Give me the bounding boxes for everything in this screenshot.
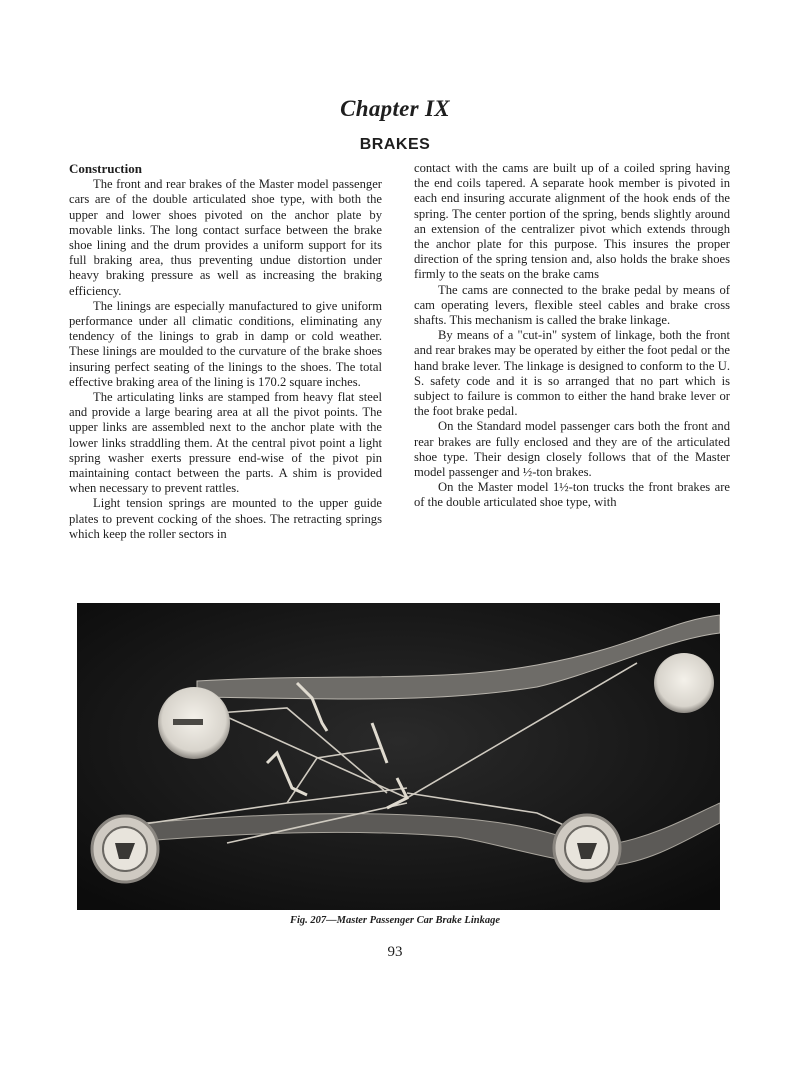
paragraph: On the Standard model passenger cars both the front and rear brakes are fully enclosed and they are of the articulated shoe type. Their design closely follows that of the Master model passenger and ½-ton brakes. xyxy=(414,419,730,480)
section-heading: Construction xyxy=(69,161,142,176)
figure-caption: Fig. 207—Master Passenger Car Brake Linkage xyxy=(289,915,500,926)
paragraph: The articulating links are stamped from heavy flat steel and provide a large bearing area at all the pivot points. The upper links are assembled next to the anchor plate with the lower links straddling them. At the central pivot point a light spring washer exerts pressure end-wise of the pivot pin maintaining contact between the parts. A shim is provided when necessary to prevent rattles. xyxy=(69,390,382,496)
paragraph: Light tension springs are mounted to the upper guide plates to prevent cocking of the shoes. The retracting springs which keep the roller sectors in xyxy=(69,496,382,541)
right-column xyxy=(414,161,730,511)
brake-drum xyxy=(654,653,714,713)
page-number: 93 xyxy=(387,944,403,960)
chapter-label: Chapter IX xyxy=(340,96,450,121)
page-title: BRAKES xyxy=(359,136,431,153)
paragraph: contact with the cams are built up of a coiled spring having the end coils tapered. A separate hook member is pivoted in each end insuring accurate alignment of the hook ends of the spring. The center portion of the spring, bends slightly around an extension of the centralizer pivot which extends through the anchor plate for this purpose. This insures the proper direction of the spring tension and, also holds the brake shoes firmly to the seats on the brake cams xyxy=(414,161,730,282)
brake-linkage-photo xyxy=(77,603,720,910)
paragraph: The linings are especially manufactured to give uniform performance under all climatic conditions, eliminating any tendency of the linings to grab in damp or cold weather. These linings are moulded to the curvature of the brake shoes insuring perfect seating of the linings to the shoes. The total effective braking area of the lining is 170.2 square inches. xyxy=(69,298,382,389)
paragraph: On the Master model 1½-ton trucks the front brakes are of the double articulated shoe type, with xyxy=(414,480,730,510)
left-column xyxy=(69,161,382,542)
paragraph: By means of a "cut-in" system of linkage, both the front and rear brakes may be operated by either the foot pedal or the hand brake lever. The linkage is designed to conform to the U. S. safety code and it is so arranged that no part which is subject to failure is common to either the hand brake lever or the foot brake pedal. xyxy=(414,328,730,419)
brake-drum xyxy=(92,816,158,882)
brake-drum xyxy=(554,815,620,881)
paragraph: The cams are connected to the brake pedal by means of cam operating levers, flexible steel cables and brake cross shafts. This mechanism is called the brake linkage. xyxy=(414,282,730,328)
brake-drum xyxy=(158,687,230,759)
paragraph: The front and rear brakes of the Master model passenger cars are of the double articulated shoe type, with both the upper and lower shoes pivoted on the anchor plate by movable links. The long contact surface between the brake shoe lining and the drum provides a uniform support for its full braking area, thus preventing undue distortion under heavy braking pressure as well as increasing the braking efficiency. xyxy=(69,177,382,298)
